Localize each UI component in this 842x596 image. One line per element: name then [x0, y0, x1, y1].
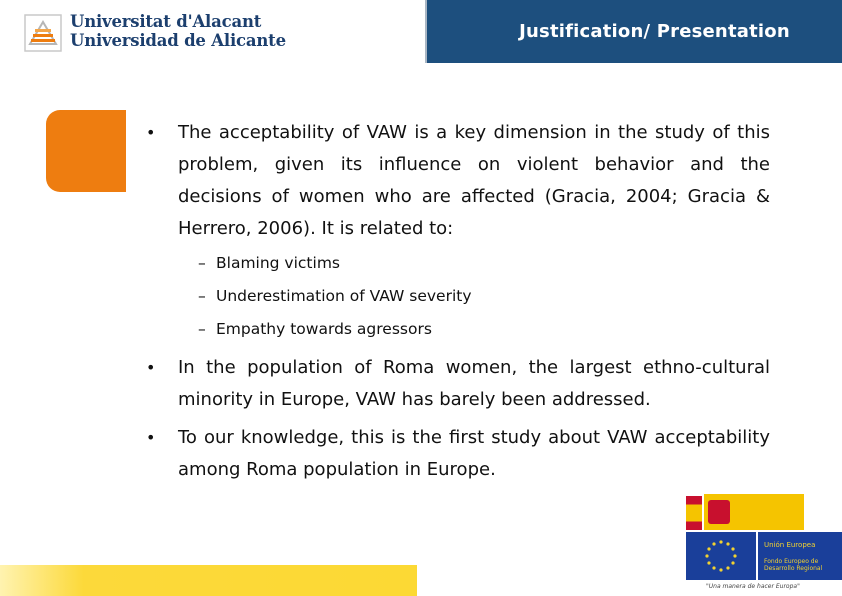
- spanish-government-logo: [704, 494, 804, 530]
- university-name: [70, 12, 286, 50]
- bullet-marker: •: [146, 428, 156, 447]
- bullet-text: The acceptability of VAW is a key dimension in the study of this problem, given its influence on violent behavior and the decisions of women who are affected (Gracia, 2004; Gracia & Herrero, 2006). It is related to:: [178, 122, 770, 239]
- coat-of-arms-icon: [708, 500, 730, 524]
- eu-feder-logo: [686, 532, 842, 580]
- funding-logos: [686, 492, 842, 596]
- bullet-text: In the population of Roma women, the largest ethno-cultural minority in Europe, VAW has barely been addressed.: [178, 357, 770, 410]
- eu-text-panel: [758, 532, 842, 580]
- eu-fund-name: Fondo Europeo de Desarrollo Regional: [764, 558, 823, 572]
- dash-marker: –: [198, 287, 206, 305]
- sub-item: [198, 247, 770, 280]
- orange-accent-tab: [46, 110, 126, 192]
- dash-marker: –: [198, 320, 206, 338]
- eu-flag-icon: [686, 532, 756, 580]
- footer-yellow-bar: [0, 565, 417, 596]
- university-name-spanish: Universidad de Alicante: [70, 31, 286, 50]
- sub-item-text: Underestimation of VAW severity: [216, 287, 472, 305]
- bullet-marker: •: [146, 358, 156, 377]
- sub-list: [198, 247, 770, 346]
- sub-item-text: Blaming victims: [216, 254, 340, 272]
- bullet-item: [146, 352, 770, 416]
- slide-content: [146, 117, 770, 486]
- spain-flag-icon: [686, 496, 702, 530]
- university-logo-icon: [24, 14, 62, 52]
- slide-title: Justification/ Presentation: [519, 21, 790, 42]
- bullet-item: [146, 117, 770, 245]
- institute-logo: [808, 494, 840, 530]
- university-logo: [24, 12, 286, 58]
- ministry-emblem-text: [734, 500, 804, 524]
- eu-motto: "Una manera de hacer Europa": [706, 583, 800, 590]
- bullet-text: To our knowledge, this is the first study about VAW acceptability among Roma population in Europe.: [178, 427, 770, 480]
- bullet-item: [146, 422, 770, 486]
- university-name-valencian: Universitat d'Alacant: [70, 12, 262, 31]
- bullet-marker: •: [146, 123, 156, 142]
- header-bar: [425, 0, 842, 63]
- sub-item-text: Empathy towards agressors: [216, 320, 432, 338]
- sub-item: [198, 280, 770, 313]
- sub-item: [198, 313, 770, 346]
- eu-title: Unión Europea: [764, 541, 816, 549]
- dash-marker: –: [198, 254, 206, 272]
